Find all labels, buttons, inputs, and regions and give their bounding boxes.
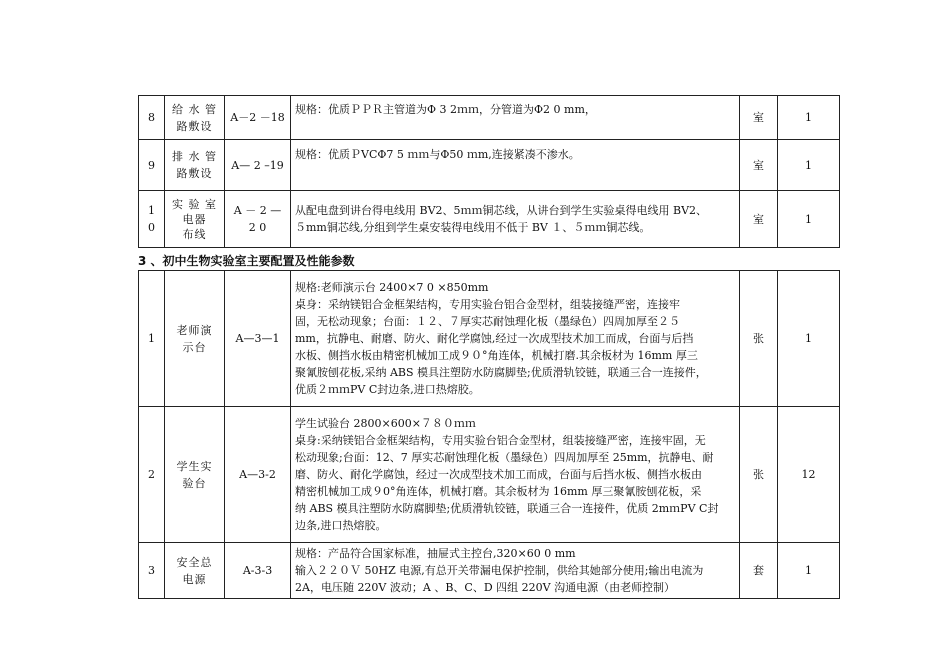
item-unit: 室 bbox=[740, 96, 778, 140]
item-qty: 12 bbox=[778, 407, 840, 543]
item-qty: 1 bbox=[778, 96, 840, 140]
item-unit: 室 bbox=[740, 140, 778, 191]
table-row bbox=[139, 140, 840, 191]
item-name: 安全总 电源 bbox=[165, 543, 225, 599]
item-qty: 1 bbox=[778, 140, 840, 191]
biology-lab-config-table bbox=[138, 270, 840, 599]
table-row bbox=[139, 407, 840, 543]
install-items-table bbox=[138, 95, 840, 248]
item-spec: 规格：优质ＰVCΦ7 5 ｍｍ与Φ50 ｍm,连接紧凑不渗水。 bbox=[291, 140, 740, 191]
item-name: 学生实 验台 bbox=[165, 407, 225, 543]
item-code: A—3-2 bbox=[225, 407, 291, 543]
item-number: 3 bbox=[139, 543, 165, 599]
item-number: 9 bbox=[139, 140, 165, 191]
item-unit: 室 bbox=[740, 191, 778, 248]
item-qty: 1 bbox=[778, 271, 840, 407]
item-unit: 张 bbox=[740, 271, 778, 407]
item-code: A-3-3 bbox=[225, 543, 291, 599]
table-row bbox=[139, 191, 840, 248]
item-spec: 学生试验台 2800×600×７８０ｍｍ 桌身:采纳镁铝合金框架结构，专用实验台铝合金型材，组装接缝严密，连接牢固，无 松动现象;台面：12、7 厚实芯耐蚀理化板（墨绿色）四周加厚至 25mm，抗静电、耐 磨、防火、耐化学腐蚀，经过一次成型技术加工而成，台面与后挡水板、侧挡水板由 精密机械加工成９0°角连体，机械打磨。其余板材为 16mm 厚三聚氰胺刨花板，采 纳 ABS 模具注塑防水防腐脚垫;优质滑轨铰链，联通三合一连接件，优质 2mｍPV C封 边条,进口热熔胶。 bbox=[291, 407, 740, 543]
item-number: 1 0 bbox=[139, 191, 165, 248]
item-spec: 从配电盘到讲台得电线用 BV2、5ｍｍ铜芯线，从讲台到学生实验桌得电线用 BV2、 ５mm铜芯线,分组到学生桌安装得电线用不低于 BV １、５ｍｍ铜芯线。 bbox=[291, 191, 740, 248]
item-qty: 1 bbox=[778, 191, 840, 248]
item-name: 给 水 管 路敷设 bbox=[165, 96, 225, 140]
item-number: 1 bbox=[139, 271, 165, 407]
item-code: A － 2 — 2 0 bbox=[225, 191, 291, 248]
table-row bbox=[139, 271, 840, 407]
item-spec: 规格：产品符合国家标准，抽屉式主控台,320×60 0 mm 输入２２０Ｖ 50HZ 电源,有总开关带漏电保护控制，供给其她部分使用;输出电流为 2A，电压随 220V 波动；A 、B、C、D 四组 220V 沟通电源（由老师控制） bbox=[291, 543, 740, 599]
section-heading: 3 、初中生物实验室主要配置及性能参数 bbox=[138, 254, 355, 268]
item-code: A－2 －18 bbox=[225, 96, 291, 140]
item-unit: 张 bbox=[740, 407, 778, 543]
table-row bbox=[139, 543, 840, 599]
item-name: 排 水 管 路敷设 bbox=[165, 140, 225, 191]
item-number: 8 bbox=[139, 96, 165, 140]
item-name: 老师演 示台 bbox=[165, 271, 225, 407]
item-spec: 规格：优质ＰＰＲ主管道为Φ 3 2ｍｍ，分管道为Φ2 0 mm， bbox=[291, 96, 740, 140]
item-qty: 1 bbox=[778, 543, 840, 599]
item-code: A— 2 –19 bbox=[225, 140, 291, 191]
item-number: 2 bbox=[139, 407, 165, 543]
item-code: A—3—1 bbox=[225, 271, 291, 407]
item-spec: 规格:老师演示台 2400×7 0 ×850mm 桌身：采纳镁铝合金框架结构，专用实验台铝合金型材，组装接缝严密，连接牢 固，无松动现象；台面：１２、７厚实芯耐蚀理化板（墨绿色）四周加厚至２５ mm，抗静电、耐磨、防火、耐化学腐蚀,经过一次成型技术加工而成，台面与后挡 水板、侧挡水板由精密机械加工成９０°角连体，机械打磨.其余板材为 16mm 厚三 聚氰胺刨花板,采纳 ABS 模具注塑防水防腐脚垫;优质滑轨铰链，联通三合一连接件， 优质２ｍｍPV C封边条,进口热熔胶。 bbox=[291, 271, 740, 407]
item-name: 实 验 室 电器 布线 bbox=[165, 191, 225, 248]
table-row bbox=[139, 96, 840, 140]
item-unit: 套 bbox=[740, 543, 778, 599]
